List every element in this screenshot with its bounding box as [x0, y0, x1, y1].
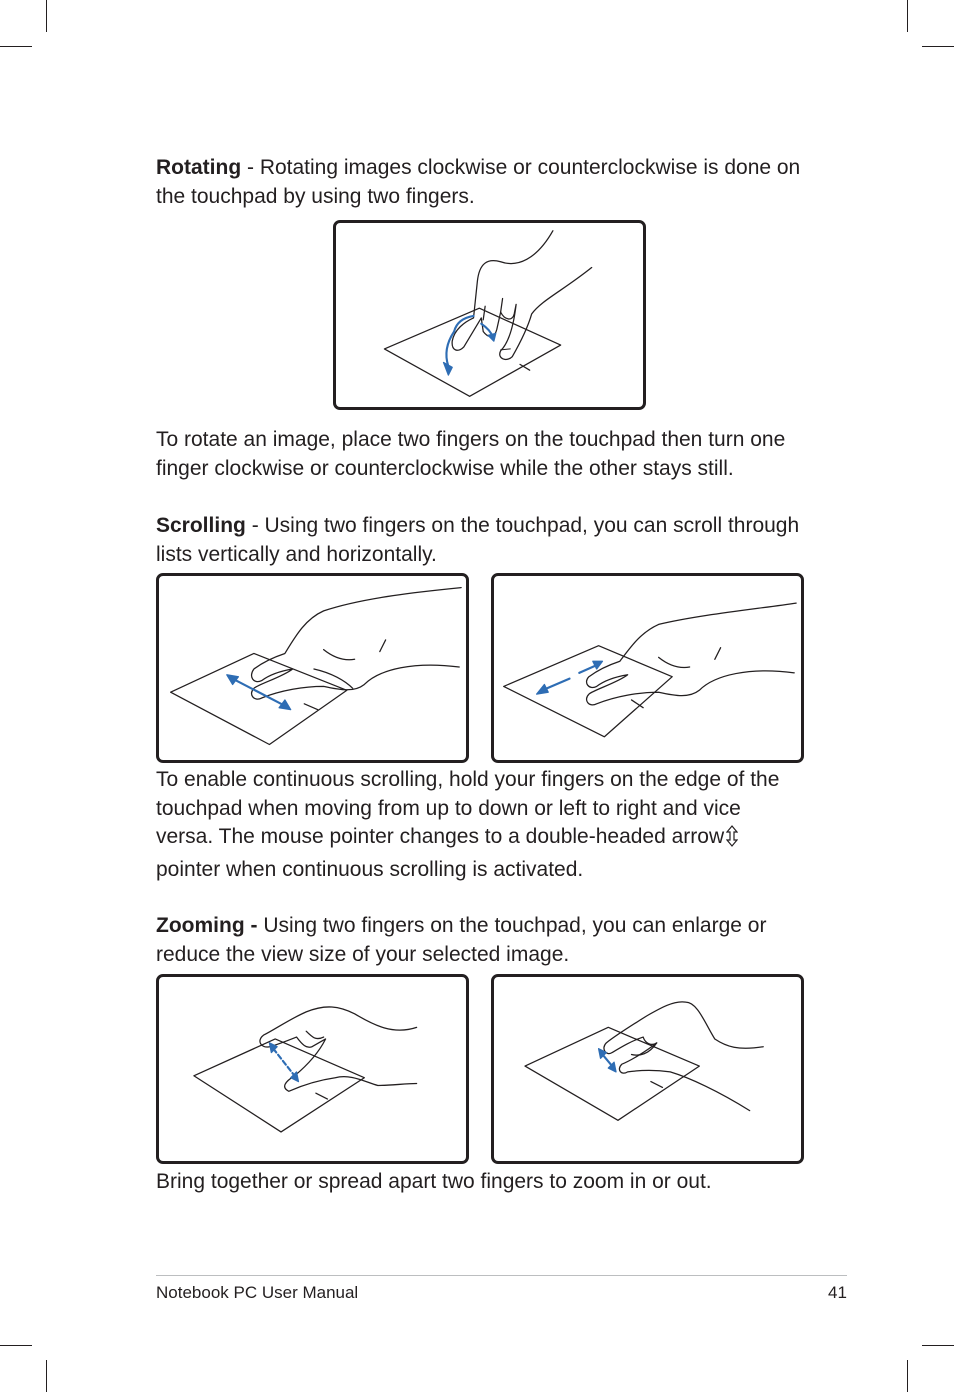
crop-mark	[0, 1345, 32, 1346]
scroll-horizontal-figure	[491, 573, 804, 763]
scrolling-instruction	[156, 766, 796, 884]
zooming-paragraph	[156, 912, 816, 969]
zooming-instruction: Bring together or spread apart two fingers to zoom in or out.	[156, 1170, 712, 1193]
crop-mark	[46, 0, 47, 32]
rotating-heading: Rotating	[156, 156, 242, 179]
crop-mark	[907, 1360, 908, 1392]
scrolling-intro: - Using two fingers on the touchpad, you can scroll through lists vertically and horizontally.	[156, 514, 800, 566]
rotate-illustration	[336, 223, 643, 407]
double-headed-arrow-icon	[726, 825, 738, 856]
scrolling-paragraph	[156, 512, 816, 569]
rotate-figure	[333, 220, 646, 410]
footer-title: Notebook PC User Manual	[156, 1283, 359, 1302]
scroll-horizontal-illustration	[494, 576, 801, 760]
rotating-instruction: To rotate an image, place two fingers on the touchpad then turn one finger clockwise or counterclockwise while the other stays still.	[156, 428, 786, 480]
zooming-intro: Using two fingers on the touchpad, you can enlarge or reduce the view size of your selected image.	[156, 914, 767, 966]
scroll-vertical-figure	[156, 573, 469, 763]
rotating-paragraph	[156, 154, 816, 211]
zoom-spread-figure	[156, 974, 469, 1164]
zooming-heading: Zooming -	[156, 914, 258, 937]
crop-mark	[907, 0, 908, 32]
scrolling-heading: Scrolling	[156, 514, 246, 537]
scroll-vertical-illustration	[159, 576, 466, 760]
footer-divider	[156, 1275, 847, 1276]
page-number: 41	[828, 1283, 847, 1302]
crop-mark	[922, 1345, 954, 1346]
rotating-intro: - Rotating images clockwise or counterclockwise is done on the touchpad by using two fingers.	[156, 156, 801, 208]
crop-mark	[46, 1360, 47, 1392]
zoom-pinch-figure	[491, 974, 804, 1164]
crop-mark	[922, 46, 954, 47]
zoom-spread-illustration	[159, 977, 466, 1161]
crop-mark	[0, 46, 32, 47]
zoom-pinch-illustration	[494, 977, 801, 1161]
scrolling-instruction-text: To enable continuous scrolling, hold your fingers on the edge of the touchpad when moving from up to down or left to right and vice versa. The mouse pointer changes to a double-headed arrow	[156, 768, 780, 848]
scrolling-instruction-tail: pointer when continuous scrolling is activated.	[156, 857, 584, 881]
